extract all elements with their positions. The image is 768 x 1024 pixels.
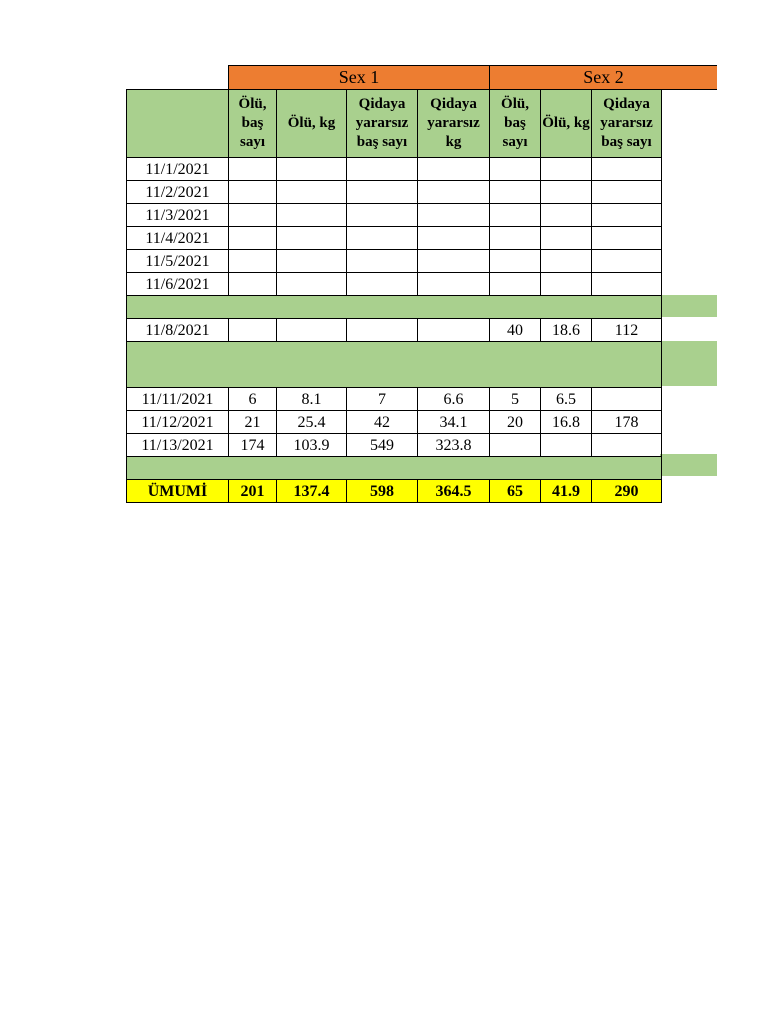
table-row	[127, 411, 662, 434]
green-separator-row	[127, 296, 662, 319]
cell[interactable]: 25.4	[277, 411, 347, 434]
cell[interactable]: 20	[490, 411, 541, 434]
cell[interactable]	[541, 434, 592, 457]
cell[interactable]	[277, 158, 347, 181]
table-row	[127, 181, 662, 204]
cell[interactable]: 42	[347, 411, 418, 434]
col-header[interactable]: Qidaya yararsız kg	[418, 90, 490, 158]
date-cell[interactable]: 11/4/2021	[127, 227, 229, 250]
group-header-sex-1[interactable]: Sex 1	[228, 65, 490, 90]
green-separator-row	[127, 342, 662, 388]
cell[interactable]	[277, 319, 347, 342]
table-row	[127, 158, 662, 181]
cell[interactable]: 16.8	[541, 411, 592, 434]
cell[interactable]	[277, 181, 347, 204]
date-header-cell[interactable]	[127, 90, 229, 158]
cell[interactable]	[541, 273, 592, 296]
cell[interactable]	[592, 204, 662, 227]
cell[interactable]	[347, 227, 418, 250]
group-header-sex-2[interactable]: Sex 2	[489, 65, 717, 90]
cell[interactable]	[541, 204, 592, 227]
date-cell[interactable]: 11/2/2021	[127, 181, 229, 204]
date-cell[interactable]: 11/6/2021	[127, 273, 229, 296]
green-band-extension	[660, 454, 717, 476]
cell[interactable]	[277, 204, 347, 227]
cell[interactable]	[229, 273, 277, 296]
cell[interactable]	[347, 273, 418, 296]
cell[interactable]	[347, 181, 418, 204]
cell[interactable]	[592, 181, 662, 204]
cell[interactable]	[229, 227, 277, 250]
green-band-extension	[660, 341, 717, 386]
cell[interactable]	[347, 319, 418, 342]
cell[interactable]	[418, 227, 490, 250]
date-cell[interactable]: 11/1/2021	[127, 158, 229, 181]
date-cell[interactable]: 11/5/2021	[127, 250, 229, 273]
cell[interactable]	[418, 204, 490, 227]
total-cell[interactable]: 137.4	[277, 480, 347, 503]
cell[interactable]	[347, 204, 418, 227]
cell[interactable]	[277, 250, 347, 273]
total-cell[interactable]: 290	[592, 480, 662, 503]
cell[interactable]	[490, 181, 541, 204]
cell[interactable]: 6	[229, 388, 277, 411]
cell[interactable]: 6.6	[418, 388, 490, 411]
cell[interactable]	[418, 250, 490, 273]
cell[interactable]	[490, 273, 541, 296]
total-cell[interactable]: 41.9	[541, 480, 592, 503]
cell[interactable]	[229, 158, 277, 181]
cell[interactable]: 6.5	[541, 388, 592, 411]
total-cell[interactable]: 364.5	[418, 480, 490, 503]
cell[interactable]	[541, 158, 592, 181]
cell[interactable]	[490, 227, 541, 250]
table-row	[127, 250, 662, 273]
cell[interactable]: 103.9	[277, 434, 347, 457]
cell[interactable]	[541, 227, 592, 250]
date-cell[interactable]: 11/3/2021	[127, 204, 229, 227]
date-cell[interactable]: 11/12/2021	[127, 411, 229, 434]
table-row	[127, 434, 662, 457]
cell[interactable]	[418, 273, 490, 296]
cell[interactable]	[490, 434, 541, 457]
cell[interactable]: 323.8	[418, 434, 490, 457]
cell[interactable]	[418, 319, 490, 342]
table-row	[127, 388, 662, 411]
date-cell[interactable]: 11/8/2021	[127, 319, 229, 342]
date-cell[interactable]: 11/13/2021	[127, 434, 229, 457]
date-cell[interactable]: 11/11/2021	[127, 388, 229, 411]
table-row	[127, 204, 662, 227]
cell[interactable]	[277, 227, 347, 250]
separator-cell[interactable]	[127, 457, 662, 480]
cell[interactable]	[592, 388, 662, 411]
column-header-row	[127, 90, 662, 158]
table-row	[127, 273, 662, 296]
total-row	[127, 480, 662, 503]
cell[interactable]	[592, 250, 662, 273]
total-cell[interactable]: 598	[347, 480, 418, 503]
cell[interactable]	[418, 181, 490, 204]
cell[interactable]	[347, 250, 418, 273]
cell[interactable]	[418, 158, 490, 181]
cell[interactable]	[490, 250, 541, 273]
cell[interactable]	[229, 181, 277, 204]
cell[interactable]: 7	[347, 388, 418, 411]
cell[interactable]: 34.1	[418, 411, 490, 434]
col-header[interactable]: Ölü, kg	[541, 90, 592, 158]
cell[interactable]	[229, 204, 277, 227]
cell[interactable]: 8.1	[277, 388, 347, 411]
table-row	[127, 319, 662, 342]
cell[interactable]	[229, 319, 277, 342]
cell[interactable]	[541, 250, 592, 273]
cell[interactable]: 40	[490, 319, 541, 342]
cell[interactable]	[490, 158, 541, 181]
green-band-extension	[660, 295, 717, 317]
cell[interactable]	[541, 181, 592, 204]
total-cell[interactable]: 201	[229, 480, 277, 503]
cell[interactable]: 549	[347, 434, 418, 457]
cell[interactable]: 5	[490, 388, 541, 411]
table-row	[127, 227, 662, 250]
col-header[interactable]: Ölü, kg	[277, 90, 347, 158]
total-cell[interactable]: 65	[490, 480, 541, 503]
separator-cell[interactable]	[127, 296, 662, 319]
col-header[interactable]: Ölü, baş sayı	[229, 90, 277, 158]
cell[interactable]: 21	[229, 411, 277, 434]
cell[interactable]: 174	[229, 434, 277, 457]
cell[interactable]: 178	[592, 411, 662, 434]
col-header[interactable]: Qidaya yararsız baş sayı	[592, 90, 662, 158]
col-header[interactable]: Ölü, baş sayı	[490, 90, 541, 158]
green-separator-row	[127, 457, 662, 480]
cell[interactable]: 112	[592, 319, 662, 342]
total-label-cell[interactable]: ÜMUMİ	[127, 480, 229, 503]
cell[interactable]	[229, 250, 277, 273]
cell[interactable]	[490, 204, 541, 227]
cell[interactable]: 18.6	[541, 319, 592, 342]
data-table	[126, 89, 662, 503]
cell[interactable]	[592, 158, 662, 181]
cell[interactable]	[592, 227, 662, 250]
cell[interactable]	[347, 158, 418, 181]
cell[interactable]	[277, 273, 347, 296]
cell[interactable]	[592, 434, 662, 457]
cell[interactable]	[592, 273, 662, 296]
col-header[interactable]: Qidaya yararsız baş sayı	[347, 90, 418, 158]
separator-cell[interactable]	[127, 342, 662, 388]
